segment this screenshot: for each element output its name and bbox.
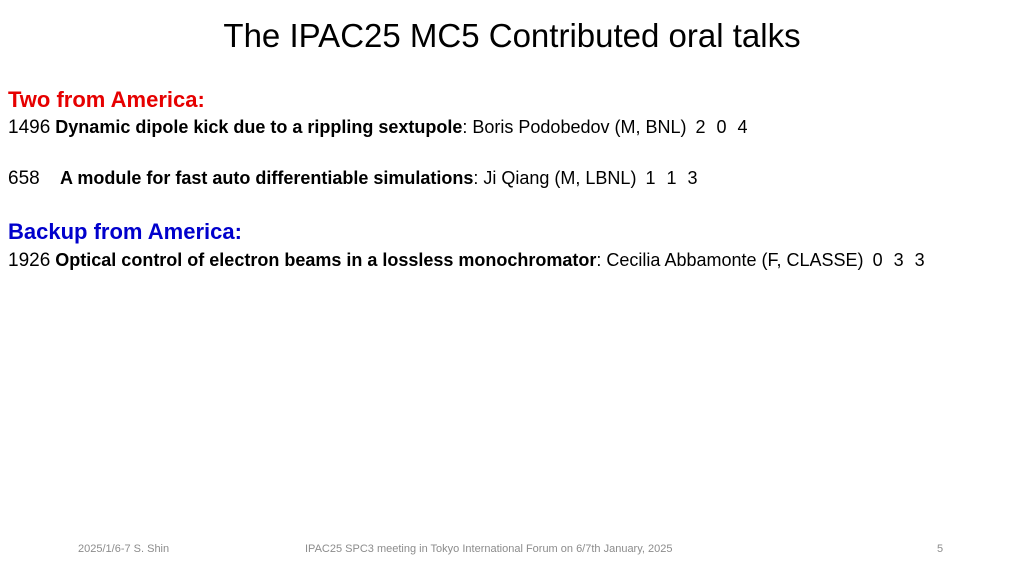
talk-number: 1496	[8, 117, 51, 138]
talk-number: 1926	[8, 250, 51, 271]
section-heading-backup-from-america: Backup from America:	[8, 219, 242, 244]
talk-speaker: : Boris Podobedov (M, BNL)	[462, 117, 687, 137]
footer-page-number: 5	[937, 543, 944, 555]
talk-score: 2 0 4	[695, 117, 751, 137]
talk-title: A module for fast auto differentiable simulations	[60, 168, 474, 188]
talk-score: 1 1 3	[645, 168, 701, 188]
footer-date-author: 2025/1/6-7 S. Shin	[78, 543, 170, 555]
talk-speaker: : Cecilia Abbamonte (F, CLASSE)	[596, 250, 864, 270]
talk-item	[8, 247, 928, 274]
talk-title: Dynamic dipole kick due to a rippling sextupole	[55, 117, 463, 137]
footer-event: IPAC25 SPC3 meeting in Tokyo International Forum on 6/7th January, 2025	[305, 543, 673, 555]
talk-number: 658	[8, 168, 40, 189]
section-heading-two-from-america: Two from America:	[8, 87, 205, 112]
talk-item	[8, 114, 751, 141]
talk-item	[8, 165, 701, 192]
talk-speaker: : Ji Qiang (M, LBNL)	[473, 168, 637, 188]
slide-title: The IPAC25 MC5 Contributed oral talks	[223, 17, 801, 54]
talk-title: Optical control of electron beams in a lossless monochromator	[55, 250, 597, 270]
talk-score: 0 3 3	[872, 250, 928, 270]
